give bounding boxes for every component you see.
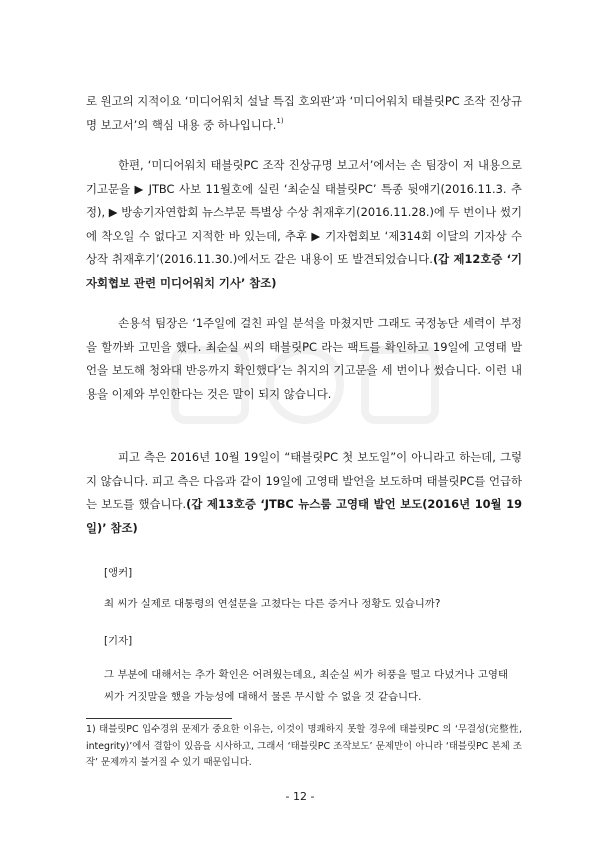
evidence-ref-13: (갑 제13호증 ‘JTBC 뉴스룸 고영태 발언 보도(2016년 10월 19일)’ 참조) — [86, 497, 523, 535]
footnote: 1) 태블릿PC 입수경위 문제가 중요한 이유는, 이것이 명쾌하지 못할 경우에 태블릿PC 의 ‘무결성(完整性, integrity)’에서 결함이 있음을 시사하고, 그래서 ‘태블릿PC 조작보도’ 문제만이 아니라 ‘태블릿PC 본체 조작’ 문제까지 불거질 수 있기 때문입니다. — [86, 724, 522, 769]
paragraph-1-text: 로 원고의 지적이요 ‘미디어워치 설날 특집 호외판’과 ‘미디어워치 태블릿PC 조작 진상규명 보고서’의 핵심 내용 중 하나입니다. — [86, 94, 523, 132]
evidence-ref-12: (갑 제12호증 ‘기자회협보 관련 미디어워치 기사’ 참조) — [86, 252, 522, 290]
paragraph-1 — [86, 90, 522, 137]
paragraph-2-text: 한편, ‘미디어워치 태블릿PC 조작 진상규명 보고서’에서는 손 팀장이 저 내용으로 기고문을 ▶ JTBC 사보 11월호에 실린 ‘최순실 태블릿PC’ 특종 뒷얘기(2016.11.3. 추정), ▶ 방송기자연합회 뉴스부문 특별상 수상 취재후기(2016.11.28.)에 두 번이나 썼기에 착오일 수 없다고 지적한 바 있는데, 추후 ▶ 기자협회보 ‘제314회 이달의 기자상 수상작 취재후기’(2016.11.30.)에서도 같은 내용이 또 발견되었습니다. — [86, 158, 522, 267]
footnote-divider — [86, 718, 232, 719]
page-number: - 12 - — [285, 790, 315, 803]
anchor-label: [앵커] — [104, 567, 133, 579]
paragraph-2 — [86, 154, 522, 296]
paragraph-4-text: 피고 측은 2016년 10월 19일이 “태블릿PC 첫 보도일”이 아니라고 하는데, 그렇지 않습니다. 피고 측은 다음과 같이 19일에 고영태 발언을 보도하며 태블릿PC를 언급하는 보도를 했습니다. — [86, 450, 522, 512]
paragraph-4 — [86, 446, 522, 540]
paragraph-3-text: 손용석 팀장은 ‘1주일에 걸친 파일 분석을 마쳤지만 그래도 국정농단 세력이 부정을 할까봐 고민을 했다. 최순실 씨의 태블릿PC 라는 팩트를 확인하고 19일에 고영태 발언을 보도해 청와대 반응까지 확인했다’는 취지의 기고문을 세 번이나 썼습니다. 이런 내용을 이제와 부인한다는 것은 말이 되지 않습니다. — [86, 316, 522, 401]
reporter-answer: 그 부분에 대해서는 추가 확인은 어려웠는데요, 최순실 씨가 허풍을 떨고 다녔거나 고영태 씨가 거짓말을 했을 가능성에 대해서 물론 무시할 수 없을 것 같습니다. — [104, 669, 508, 703]
footnote-reference[interactable]: 1) — [276, 116, 284, 125]
anchor-question: 최 씨가 실제로 대통령의 연설문을 고쳤다는 다른 증거나 정황도 있습니까? — [104, 598, 441, 610]
paragraph-3 — [86, 312, 522, 406]
reporter-label: [기자] — [104, 635, 133, 647]
